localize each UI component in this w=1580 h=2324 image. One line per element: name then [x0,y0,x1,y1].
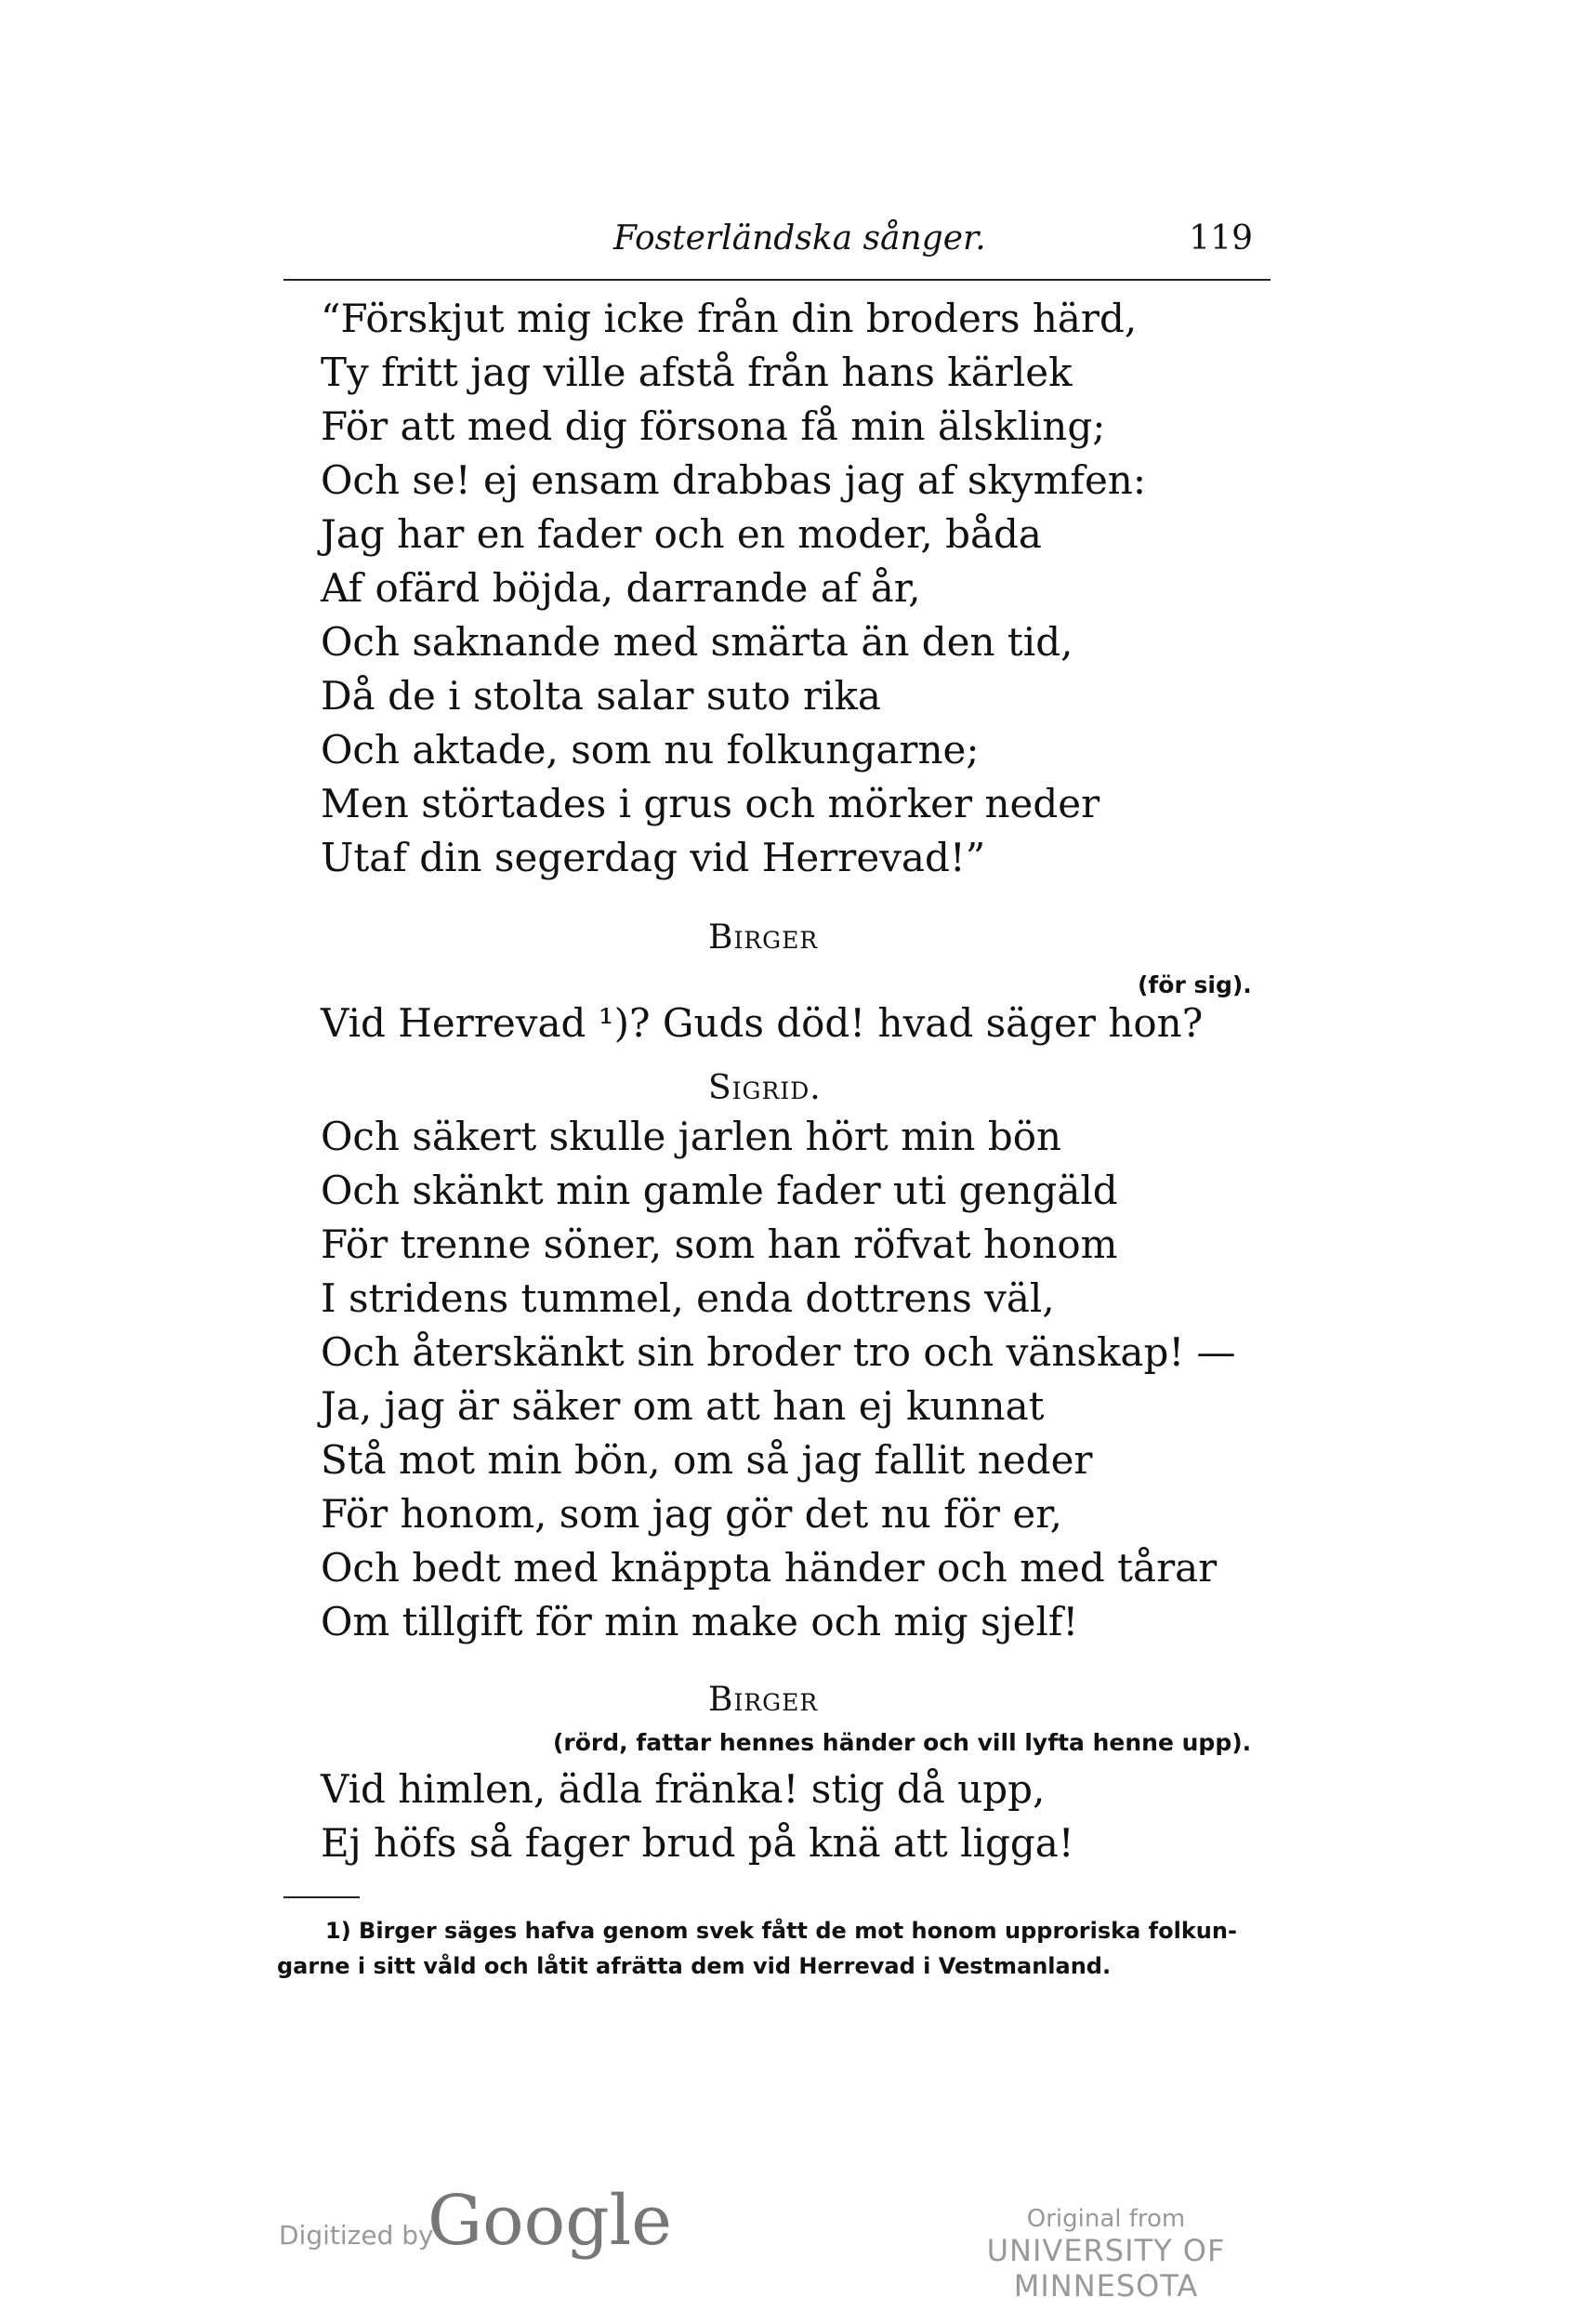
verse-line: Jag har en fader och en moder, båda [321,511,1042,557]
speaker-name: Birger [708,1681,819,1719]
verse-line: Om tillgift för min make och mig sjelf! [321,1599,1079,1644]
verse-line: Af ofärd böjda, darrande af år, [321,565,921,611]
verse-line: Ty fritt jag ville afstå från hans kärlek [321,350,1073,395]
institution-label: UNIVERSITY OF MINNESOTA [986,2233,1226,2304]
stage-direction: (för sig). [1138,971,1252,998]
verse-line: Och se! ej ensam drabbas jag af skymfen: [321,457,1147,503]
running-head [279,219,1264,260]
verse-line: Och bedt med knäppta händer och med tårar [321,1545,1218,1591]
speaker-name: Sigrid. [708,1069,822,1107]
verse-line: Och aktade, som nu folkungarne; [321,727,980,772]
verse-line: Då de i stolta salar suto rika [321,673,881,719]
footnote-line: garne i sitt våld och låtit afrätta dem vid Herrevad i Vestmanland. [277,1953,1112,1979]
verse-line: Vid Herrevad ¹)? Guds död! hvad säger hon? [321,1000,1204,1046]
digitized-watermark [279,2181,673,2268]
verse-line: För trenne söner, som han röfvat honom [321,1221,1118,1267]
verse-line: Ej höfs så fager brud på knä att ligga! [321,1820,1074,1866]
verse-line: Stå mot min bön, om så jag fallit neder [321,1437,1093,1483]
running-title: Fosterländska sånger. [613,219,986,257]
verse-line: Och skänkt min gamle fader uti gengäld [321,1168,1118,1213]
verse-line: Och säkert skulle jarlen hört min bön [321,1114,1062,1159]
verse-line: Vid himlen, ädla fränka! stig då upp, [321,1766,1046,1812]
verse-line: För honom, som jag gör det nu för er, [321,1491,1063,1537]
verse-line: “Förskjut mig icke från din broders härd, [321,296,1138,341]
verse-line: Och återskänkt sin broder tro och vänskap! — [321,1329,1236,1375]
verse-line: Och saknande med smärta än den tid, [321,619,1073,665]
google-logo: Google [428,2181,673,2261]
verse-line: Ja, jag är säker om att han ej kunnat [321,1383,1045,1429]
verse-line: I stridens tummel, enda dottrens väl, [321,1275,1055,1321]
verse-line: För att med dig försona få min älskling; [321,403,1106,449]
verse-line: Men störtades i grus och mörker neder [321,781,1100,826]
page-number: 119 [1189,219,1253,257]
footnote-line: 1) Birger säges hafva genom svek fått de mot honom upproriska folkun- [325,1918,1237,1944]
verse-line: Utaf din segerdag vid Herrevad!” [321,835,986,880]
speaker-name: Birger [708,918,819,957]
digitized-by-label: Digitized by [279,2220,434,2251]
original-from-label: Original from [1026,2205,1186,2233]
header-rule [283,279,1271,281]
stage-direction: (rörd, fattar hennes händer och vill lyfta henne upp). [553,1729,1252,1756]
footnote [277,1913,1309,1984]
origin-watermark [892,2205,1320,2304]
footnote-rule [283,1896,360,1898]
